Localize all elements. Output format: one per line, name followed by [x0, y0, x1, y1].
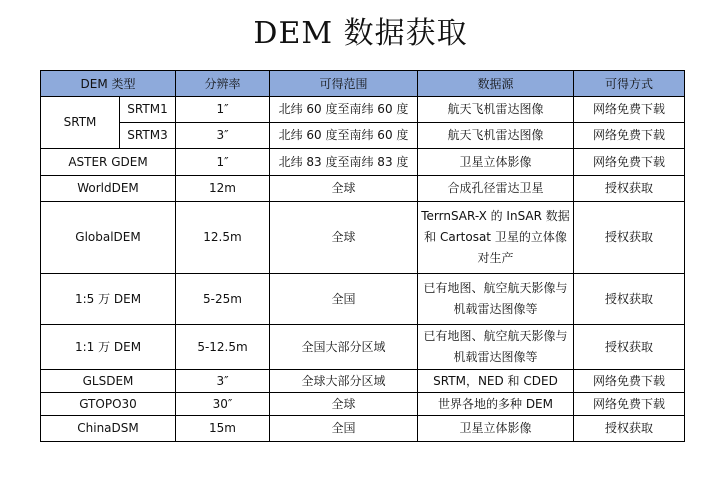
- source-cell: 已有地图、航空航天影像与机载雷达图像等: [418, 325, 574, 370]
- table-row: [41, 274, 685, 325]
- range-cell: 全国大部分区域: [270, 325, 418, 370]
- dem-table: [40, 70, 685, 442]
- resolution-cell: 12.5m: [176, 202, 270, 274]
- table-row: [41, 176, 685, 202]
- resolution-cell: 1″: [176, 149, 270, 176]
- dem-name-cell: GTOPO30: [41, 393, 176, 416]
- dem-name-cell: SRTM1: [120, 97, 176, 123]
- source-cell: 世界各地的多种 DEM: [418, 393, 574, 416]
- range-cell: 北纬 83 度至南纬 83 度: [270, 149, 418, 176]
- dem-name-cell: GlobalDEM: [41, 202, 176, 274]
- header-resolution: 分辨率: [176, 71, 270, 97]
- dem-name-cell: WorldDEM: [41, 176, 176, 202]
- header-access: 可得方式: [574, 71, 685, 97]
- access-cell: 网络免费下载: [574, 370, 685, 393]
- table-row: [41, 416, 685, 442]
- access-cell: 网络免费下载: [574, 393, 685, 416]
- table-row: [41, 123, 685, 149]
- range-cell: 全国: [270, 274, 418, 325]
- resolution-cell: 30″: [176, 393, 270, 416]
- range-cell: 全球: [270, 176, 418, 202]
- dem-name-cell: ChinaDSM: [41, 416, 176, 442]
- access-cell: 授权获取: [574, 274, 685, 325]
- table-row: [41, 393, 685, 416]
- access-cell: 授权获取: [574, 176, 685, 202]
- access-cell: 授权获取: [574, 416, 685, 442]
- access-cell: 网络免费下载: [574, 97, 685, 123]
- resolution-cell: 15m: [176, 416, 270, 442]
- page-title: DEM 数据获取: [253, 16, 468, 51]
- source-cell: 航天飞机雷达图像: [418, 123, 574, 149]
- resolution-cell: 1″: [176, 97, 270, 123]
- dem-name-cell: 1:5 万 DEM: [41, 274, 176, 325]
- source-cell: 已有地图、航空航天影像与机载雷达图像等: [418, 274, 574, 325]
- resolution-cell: 3″: [176, 370, 270, 393]
- dem-name-cell: ASTER GDEM: [41, 149, 176, 176]
- header-source: 数据源: [418, 71, 574, 97]
- table-row: [41, 325, 685, 370]
- access-cell: 网络免费下载: [574, 123, 685, 149]
- dem-name-cell: 1:1 万 DEM: [41, 325, 176, 370]
- range-cell: 全球大部分区域: [270, 370, 418, 393]
- source-cell: SRTM，NED 和 CDED: [418, 370, 574, 393]
- table-row: [41, 202, 685, 274]
- source-cell: 合成孔径雷达卫星: [418, 176, 574, 202]
- table-row: [41, 370, 685, 393]
- dem-name-cell: SRTM3: [120, 123, 176, 149]
- dem-name-cell: GLSDEM: [41, 370, 176, 393]
- range-cell: 北纬 60 度至南纬 60 度: [270, 97, 418, 123]
- access-cell: 授权获取: [574, 202, 685, 274]
- range-cell: 北纬 60 度至南纬 60 度: [270, 123, 418, 149]
- table-row: [41, 97, 685, 123]
- access-cell: 授权获取: [574, 325, 685, 370]
- range-cell: 全国: [270, 416, 418, 442]
- range-cell: 全球: [270, 202, 418, 274]
- access-cell: 网络免费下载: [574, 149, 685, 176]
- range-cell: 全球: [270, 393, 418, 416]
- source-cell: 卫星立体影像: [418, 149, 574, 176]
- source-cell: TerrnSAR-X 的 InSAR 数据和 Cartosat 卫星的立体像对生产: [418, 202, 574, 274]
- table-header-row: [41, 71, 685, 97]
- source-cell: 卫星立体影像: [418, 416, 574, 442]
- resolution-cell: 3″: [176, 123, 270, 149]
- resolution-cell: 5-12.5m: [176, 325, 270, 370]
- resolution-cell: 5-25m: [176, 274, 270, 325]
- header-range: 可得范围: [270, 71, 418, 97]
- header-dem-type: DEM 类型: [41, 71, 176, 97]
- table-row: [41, 149, 685, 176]
- srtm-group-cell: SRTM: [41, 97, 120, 149]
- resolution-cell: 12m: [176, 176, 270, 202]
- source-cell: 航天飞机雷达图像: [418, 97, 574, 123]
